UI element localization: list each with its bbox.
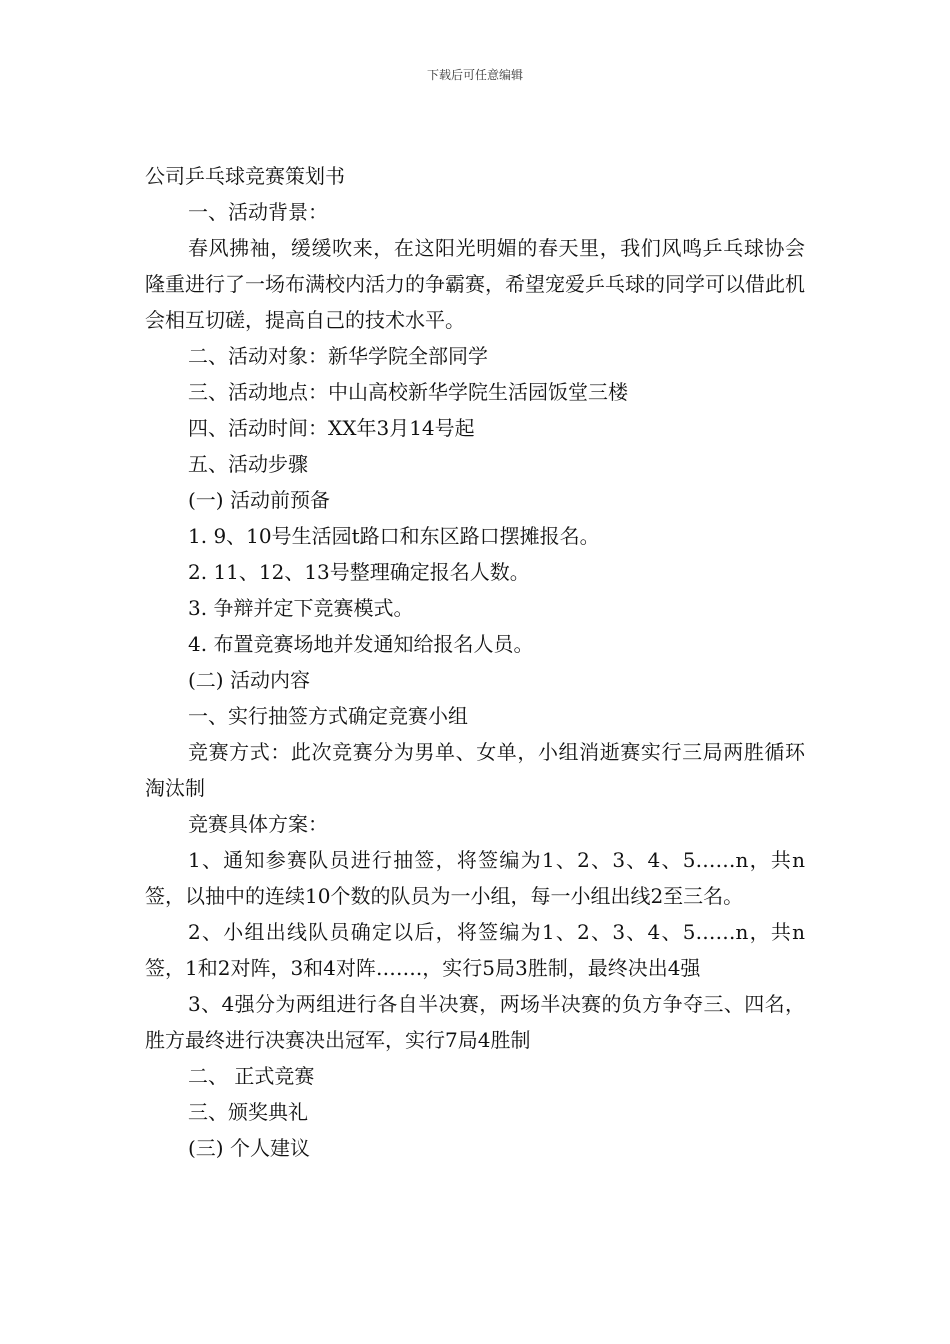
list-item: 3. 争辩并定下竞赛模式。 <box>188 596 414 620</box>
background-paragraph: 春风拂袖，缓缓吹来，在这阳光明媚的春天里，我们风鸣乒乓球协会隆重进行了一场布满校内活力的争霸赛，希望宠爱乒乓球的同学可以借此机会相互切磋，提高自己的技术水平。 <box>145 236 805 332</box>
section-time: 四、活动时间：XX年3月14号起 <box>188 416 475 440</box>
competition-format-paragraph: 竞赛方式：此次竞赛分为男单、女单，小组消逝赛实行三局两胜循环淘汰制 <box>145 740 805 800</box>
subsection-preparation: (一) 活动前预备 <box>188 488 330 512</box>
plan-item: 1、通知参赛队员进行抽签，将签编为1、2、3、4、5……n，共n签，以抽中的连续10个数的队员为一小组，每一小组出线2至三名。 <box>145 848 805 908</box>
plan-item: 3、4强分为两组进行各自半决赛，两场半决赛的负方争夺三、四名，胜方最终进行决赛决出冠军，实行7局4胜制 <box>145 992 805 1052</box>
subsection-content: (二) 活动内容 <box>188 668 310 692</box>
page-header: 下载后可任意编辑 <box>426 68 523 82</box>
list-item: 2. 11、12、13号整理确定报名人数。 <box>188 560 530 584</box>
content-step-award: 三、颁奖典礼 <box>188 1100 308 1124</box>
content-step-draw: 一、实行抽签方式确定竞赛小组 <box>188 704 468 728</box>
section-target: 二、活动对象：新华学院全部同学 <box>188 344 488 368</box>
plan-item: 2、小组出线队员确定以后，将签编为1、2、3、4、5……n，共n签，1和2对阵，3和4对阵…….，实行5局3胜制，最终决出4强 <box>145 920 805 980</box>
section-location: 三、活动地点：中山高校新华学院生活园饭堂三楼 <box>188 380 628 404</box>
subsection-suggestions: (三) 个人建议 <box>188 1136 310 1160</box>
section-background-heading: 一、活动背景： <box>188 200 328 224</box>
document-title: 公司乒乓球竞赛策划书 <box>145 164 345 188</box>
content-step-formal: 二、 正式竞赛 <box>188 1064 315 1088</box>
list-item: 4. 布置竞赛场地并发通知给报名人员。 <box>188 632 534 656</box>
competition-plan-heading: 竞赛具体方案： <box>188 812 328 836</box>
list-item: 1. 9、10号生活园t路口和东区路口摆摊报名。 <box>188 524 600 548</box>
section-steps-heading: 五、活动步骤 <box>188 452 308 476</box>
document-body <box>145 158 805 1166</box>
